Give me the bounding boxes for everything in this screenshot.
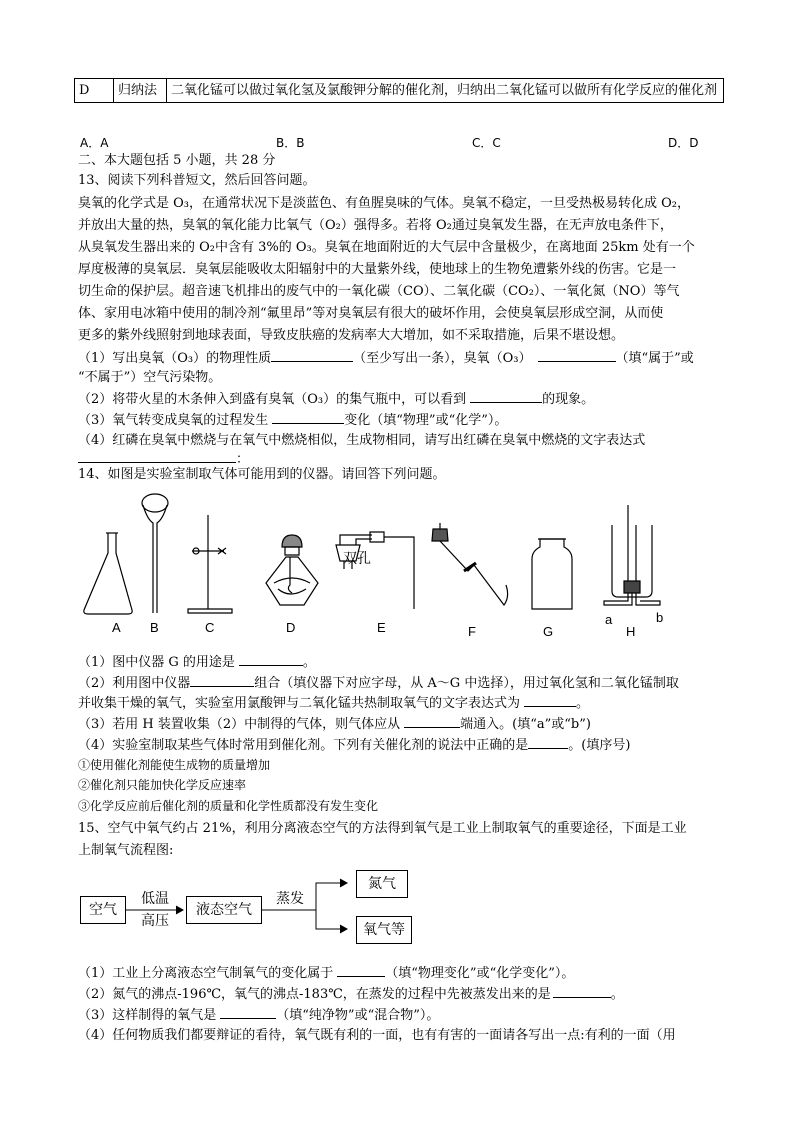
q15-intro: 15、空气中氧气约占 21%，利用分离液态空气的方法得到氧气是工业上制取氧气的重要途径，下面是工业 [78,821,687,836]
washing-bottle-icon [604,505,660,605]
iron-stand-icon [188,515,232,613]
flow-evaporate: 蒸发 [276,891,304,907]
label-c: C [205,620,215,635]
q14-sub2-cont: 并收集干燥的氧气，实验室用氯酸钾与二氧化锰共热制取氧气的文字表达式为 。 [78,693,589,713]
q13-sub1: （1）写出臭氧（O₃）的物理性质 （至少写出一条），臭氧（O₃） （填“属于”或 [78,348,694,368]
label-a: A [112,620,121,635]
answer-blank[interactable] [524,693,576,707]
flow-low-temp: 低温 [141,891,169,907]
answer-blank[interactable] [404,714,460,728]
flow-air-box: 空气 [80,896,126,924]
q14-option-3: ③化学反应前后催化剂的质量和化学性质都没有发生变化 [78,799,379,813]
q15-sub2: （2）氮气的沸点-196℃，氧气的沸点-183℃，在蒸发的过程中先被蒸发出来的是 。 [78,984,624,1004]
row-letter: D [75,79,114,103]
label-b: B [150,620,159,635]
flow-high-pressure: 高压 [141,913,169,929]
q14-sub4: （4）实验室制取某些气体时常用到催化剂。下列有关催化剂的说法中正确的是 。(填序号) [78,735,630,755]
q13-para: 臭氧的化学式是 O₃，在通常状况下是淡蓝色、有鱼腥臭味的气体。臭氧不稳定，一旦受热极易转化成 O₂， [78,196,691,211]
q13-para: 体、家用电冰箱中使用的制冷剂“氟里昂”等对臭氧层有很大的破坏作用，会使臭氧层形成空洞，从而使 [78,306,664,321]
q13-para: 切生命的保护层。超音速飞机排出的废气中的一氧化碳（CO）、二氧化碳（CO₂）、一氧化氮（NO）等气 [78,284,680,299]
label-g: G [543,624,554,639]
answer-blank[interactable] [470,389,542,403]
flow-nitrogen-box: 氮气 [356,870,408,898]
option-b: B．B [276,136,305,150]
q13-para: 厚度极薄的臭氧层．臭氧层能吸收太阳辐射中的大量紫外线，使地球上的生物免遭紫外线的伤害。它是一 [78,262,677,277]
bent-tube-stopper-icon [432,523,508,605]
option-a: A．A [80,136,109,150]
label-d: D [286,620,296,635]
answer-blank[interactable] [78,449,236,463]
q13-sub3: （3）氧气转变成臭氧的过程发生 变化（填“物理”或“化学”）。 [78,410,507,430]
q15-sub1: （1）工业上分离液态空气制氧气的变化属于 （填“物理变化”或“化学变化”）。 [78,963,574,983]
label-e: E [377,620,386,635]
q14-sub2: （2）利用图中仪器 组合（填仪器下对应字母，从 A～G 中选择），用过氧化氢和二氧化锰制取 [78,673,679,693]
q13-title: 13、阅读下列科普短文，然后回答问题。 [78,173,316,188]
option-d: D．D [668,136,699,150]
long-neck-funnel-icon [142,494,168,613]
q15-sub3: （3）这样制得的氧气是 （填“纯净物”或“混合物”）。 [78,1005,439,1025]
q14-sub3: （3）若用 H 装置收集（2）中制得的气体，则气体应从 端通入。(填“a”或“b”) [78,714,591,734]
flow-liquid-air-box: 液态空气 [186,896,262,924]
label-h: H [626,624,636,639]
q14-option-2: ②催化剂只能加快化学反应速率 [78,778,247,792]
q14-sub1: （1）图中仪器 G 的用途是 。 [78,652,316,672]
row-content: 二氧化锰可以做过氧化氢及氯酸钾分解的催化剂，归纳出二氧化锰可以做所有化学反应的催化剂 [167,79,724,103]
q13-para: 从臭氧发生器出来的 O₂中含有 3%的 O₃。臭氧在地面附近的大气层中含量极少，在离地面 25km 处有一个 [78,240,695,255]
conical-flask-icon [84,533,132,614]
option-c: C．C [472,136,501,150]
answer-table [74,78,724,103]
q13-sub4: （4）红磷在臭氧中燃烧与在氧气中燃烧相似，生成物相同，请写出红磷在臭氧中燃烧的文字表达式 [78,433,646,448]
answer-blank[interactable] [538,348,616,362]
answer-blank[interactable] [553,984,611,998]
answer-blank[interactable] [272,410,344,424]
gas-bottle-icon [532,539,572,609]
q14-option-1: ①使用催化剂能使生成物的质量增加 [78,758,271,772]
flow-oxygen-box: 氧气等 [356,916,412,944]
q13-sub2: （2）将带火星的木条伸入到盛有臭氧（O₃）的集气瓶中，可以看到 的现象。 [78,389,594,409]
q13-para: 并放出大量的热，臭氧的氧化能力比氧气（O₂）强得多。若将 O₂通过臭氧发生器，在无声放电条件下， [78,218,673,233]
answer-blank[interactable] [271,348,353,362]
q15-intro-cont: 上制氧气流程图: [78,843,174,858]
port-b-label: b [656,610,664,625]
alcohol-lamp-icon [266,535,318,605]
q13-sub1-cont: “不属于”）空气污染物。 [78,370,222,385]
answer-blank[interactable] [220,1005,276,1019]
stopper-with-tube-icon [336,532,414,609]
answer-blank[interactable] [528,735,568,749]
answer-blank[interactable] [337,963,385,977]
section-heading: 二、本大题包括 5 小题，共 28 分 [78,153,276,168]
q13-para: 更多的紫外线照射到地球表面，导致皮肤癌的发病率大大增加，如不采取措施，后果不堪设想。 [78,328,625,343]
q13-sub4-cont: ： [78,449,249,469]
answer-blank[interactable] [239,652,303,666]
q15-sub4: （4）任何物质我们都要辩证的看待，氧气既有利的一面，也有有害的一面请各写出一点:有利的一面（用 [78,1028,676,1043]
two-hole-label: 双孔 [343,550,371,566]
port-a-label: a [605,612,613,627]
label-f: F [468,624,476,639]
answer-blank[interactable] [190,673,254,687]
table-row [75,79,724,103]
q14-title: 14、如图是实验室制取气体可能用到的仪器。请回答下列问题。 [78,467,446,482]
row-method: 归纳法 [114,79,167,103]
